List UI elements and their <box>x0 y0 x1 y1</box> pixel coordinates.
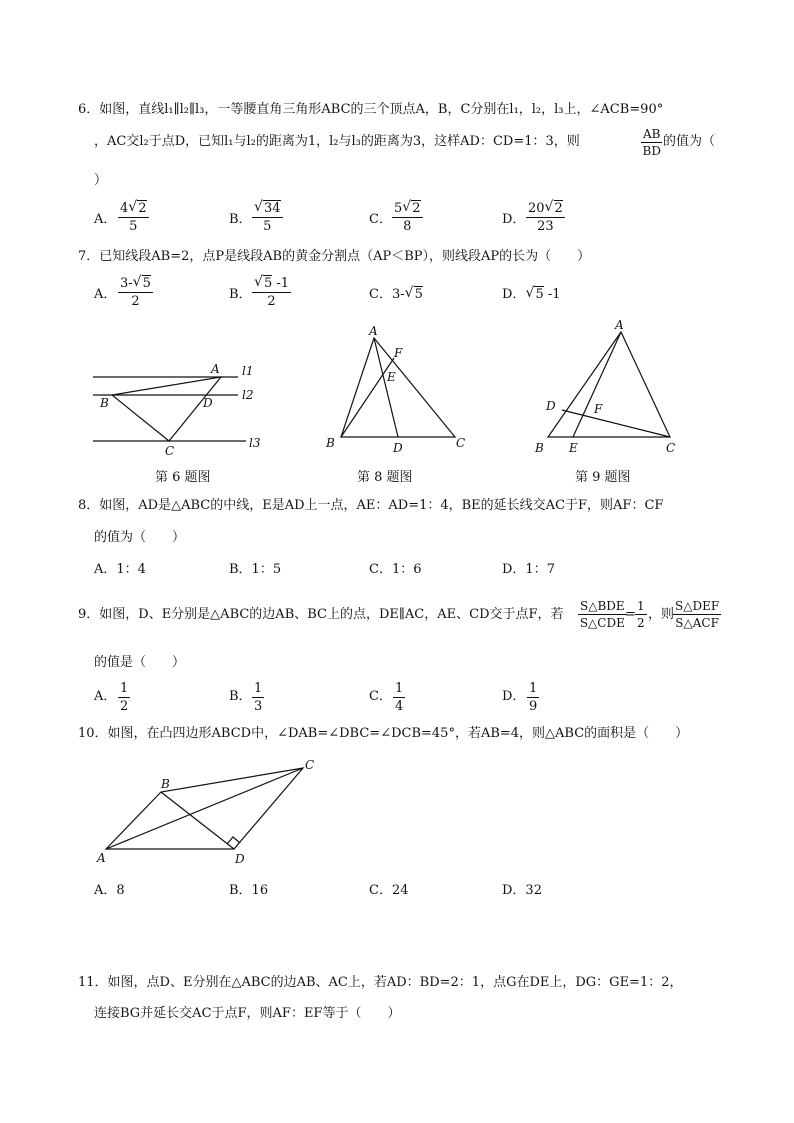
fig9-label-c: C <box>666 441 676 455</box>
fig8-label-b: B <box>326 436 335 450</box>
q6-c-den: 8 <box>403 219 412 234</box>
q7-option-b-label[interactable]: B． <box>229 287 252 302</box>
fig10-label-a: A <box>97 851 106 865</box>
fig6-label-l1: l1 <box>242 364 254 378</box>
q6-line2: ，AC交l₂于点D，已知l₁与l₂的距离为1，l₂与l₃的距离为3，这样AD：CD=1：3，则 <box>94 134 580 149</box>
q7-d-rad: 5 <box>535 287 544 302</box>
q11-line2: 连接BG并延长交AC于点F，则AF：EF等于（ ） <box>94 1006 401 1021</box>
q9-line2: 的值是（ ） <box>94 655 186 670</box>
q9-d-num: 1 <box>529 681 538 696</box>
q9-c-num: 1 <box>395 681 404 696</box>
q9-f2-num: 1 <box>637 599 645 613</box>
fig6-label-l3: l3 <box>249 436 261 450</box>
q7-option-a[interactable]: 3- √ 5 2 <box>120 274 151 309</box>
q8-option-b[interactable]: B．1：5 <box>229 562 282 577</box>
q6-option-c[interactable]: 5 √ 2 8 <box>394 199 421 234</box>
q7-b-den: 2 <box>267 294 276 309</box>
q7-option-d[interactable]: D． √ 5 -1 <box>502 285 561 302</box>
q6-line1: 6．如图，直线l₁∥l₂∥l₃，一等腰直角三角形ABC的三个顶点A，B，C分别在l₁，l₂，l₃上，∠ACB=90° <box>78 102 664 117</box>
fig6-label-c: C <box>165 444 175 458</box>
q6-c-rad: 2 <box>412 201 421 216</box>
fig9-label-d: D <box>546 399 556 413</box>
q6-c-coef: 5 <box>394 201 403 216</box>
q8-option-a[interactable]: A．1：4 <box>94 562 146 577</box>
q9-f1-den: S△CDE <box>579 616 625 630</box>
fig8-label-f: F <box>394 346 403 360</box>
q6-option-a-label[interactable]: A． <box>94 212 117 227</box>
q7-a-den: 2 <box>131 294 140 309</box>
q9-a-num: 1 <box>120 681 129 696</box>
fig8-label-a: A <box>369 324 378 338</box>
q6-option-d[interactable]: 20 √ 2 23 <box>528 199 563 234</box>
q9-c-den: 4 <box>395 699 404 714</box>
q9-b-num: 1 <box>254 681 263 696</box>
q8-option-c[interactable]: C．1：6 <box>369 562 422 577</box>
fig9-label-a: A <box>615 318 624 332</box>
q10-option-d[interactable]: D．32 <box>502 883 542 898</box>
q9-option-a-label[interactable]: A． <box>94 689 117 704</box>
q6-option-b-label[interactable]: B． <box>229 212 252 227</box>
q7-b-tail: -1 <box>272 276 290 291</box>
q8-option-d[interactable]: D．1：7 <box>502 562 555 577</box>
q9-option-d-label[interactable]: D． <box>502 689 526 704</box>
q7-a-rad: 5 <box>142 276 151 291</box>
fig9-label-f: F <box>594 402 603 416</box>
fig8-label-c: C <box>456 436 466 450</box>
q6-frac-num: AB <box>643 127 661 141</box>
q6-b-den: 5 <box>263 219 272 234</box>
q7-option-c[interactable]: C．3- √ 5 <box>369 285 423 302</box>
q10-option-b[interactable]: B．16 <box>229 883 269 898</box>
q9-b-den: 3 <box>254 699 263 714</box>
q6-option-a[interactable]: 4 √ 2 5 <box>120 199 147 234</box>
q9-f3-den: S△ACF <box>675 616 719 630</box>
q6-d-den: 23 <box>537 219 554 234</box>
fig6-label-d: D <box>203 396 213 410</box>
q6-option-d-label[interactable]: D． <box>502 212 526 227</box>
q7-c-text: 3- <box>391 287 405 302</box>
q7-a-num: 3- <box>120 276 133 291</box>
q7-option-b[interactable]: √ 5 -1 2 <box>254 274 290 309</box>
q6-option-c-label[interactable]: C． <box>369 212 392 227</box>
q8-line1: 8．如图，AD是△ABC的中线，E是AD上一点，AE：AD=1：4，BE的延长线交AC于F，则AF：CF <box>78 498 664 513</box>
q6-line2-tail: 的值为（ <box>663 134 716 149</box>
fig8-label-e: E <box>387 370 396 384</box>
q11-line1: 11．如图，点D、E分别在△ABC的边AB、AC上，若AD：BD=2：1，点G在DE上，DG：GE=1：2， <box>78 975 683 990</box>
right-angle-mark <box>227 837 240 844</box>
q6-line3: ） <box>94 173 108 188</box>
q7-d-label: D． <box>502 287 526 302</box>
fig8-caption: 第 8 题图 <box>357 470 413 485</box>
q9-a-den: 2 <box>120 699 129 714</box>
q6-option-b[interactable]: √ 34 5 <box>254 199 281 234</box>
q9-equals: = <box>625 607 636 622</box>
q6-a-rad: 2 <box>138 201 147 216</box>
q10-text: 10．如图，在凸四边形ABCD中，∠DAB=∠DBC=∠DCB=45°，若AB=4，则△ABC的面积是（ ） <box>78 726 689 741</box>
q7-b-rad: 5 <box>264 276 273 291</box>
fig6-label-l2: l2 <box>242 388 254 402</box>
q9-f1-num: S△BDE <box>580 599 625 613</box>
q9-f2-den: 2 <box>637 616 645 630</box>
q9-mid: ，则 <box>648 607 675 622</box>
fig9-label-e: E <box>569 441 578 455</box>
fig6-caption: 第 6 题图 <box>155 470 211 485</box>
fig10-label-d: D <box>235 852 245 866</box>
q6-d-rad: 2 <box>554 201 563 216</box>
fig6-label-b: B <box>100 396 109 410</box>
q6-a-coef: 4 <box>120 201 129 216</box>
q6-b-rad: 34 <box>264 201 281 216</box>
fig9-label-b: B <box>535 441 544 455</box>
q7-text: 7．已知线段AB=2，点P是线段AB的黄金分割点（AP＜BP），则线段AP的长为（ ） <box>78 249 591 264</box>
q6-d-coef: 20 <box>528 201 545 216</box>
q9-d-den: 9 <box>529 699 538 714</box>
q9-option-b-label[interactable]: B． <box>229 689 252 704</box>
q9-f3-num: S△DEF <box>675 599 720 613</box>
q10-option-a[interactable]: A．8 <box>94 883 125 898</box>
fig10-label-c: C <box>305 758 315 772</box>
q7-option-a-label[interactable]: A． <box>94 287 117 302</box>
q7-c-rad: 5 <box>414 287 423 302</box>
fig6-label-a: A <box>211 362 220 376</box>
q9-option-c-label[interactable]: C． <box>369 689 392 704</box>
diagonal-ac <box>106 768 303 849</box>
q6-a-den: 5 <box>129 219 138 234</box>
q6-frac-den: BD <box>642 144 661 158</box>
q8-line2: 的值为（ ） <box>94 530 186 545</box>
q7-d-tail: -1 <box>543 287 561 302</box>
fig9-caption: 第 9 题图 <box>575 470 631 485</box>
fig10-label-b: B <box>161 777 170 791</box>
q9-line1-head: 9．如图，D、E分别是△ABC的边AB、BC上的点，DE∥AC，AE、CD交于点F，若 <box>78 607 564 622</box>
q7-c-label: C． <box>369 287 392 302</box>
fig8-label-d: D <box>393 441 403 455</box>
q10-option-c[interactable]: C．24 <box>369 883 409 898</box>
